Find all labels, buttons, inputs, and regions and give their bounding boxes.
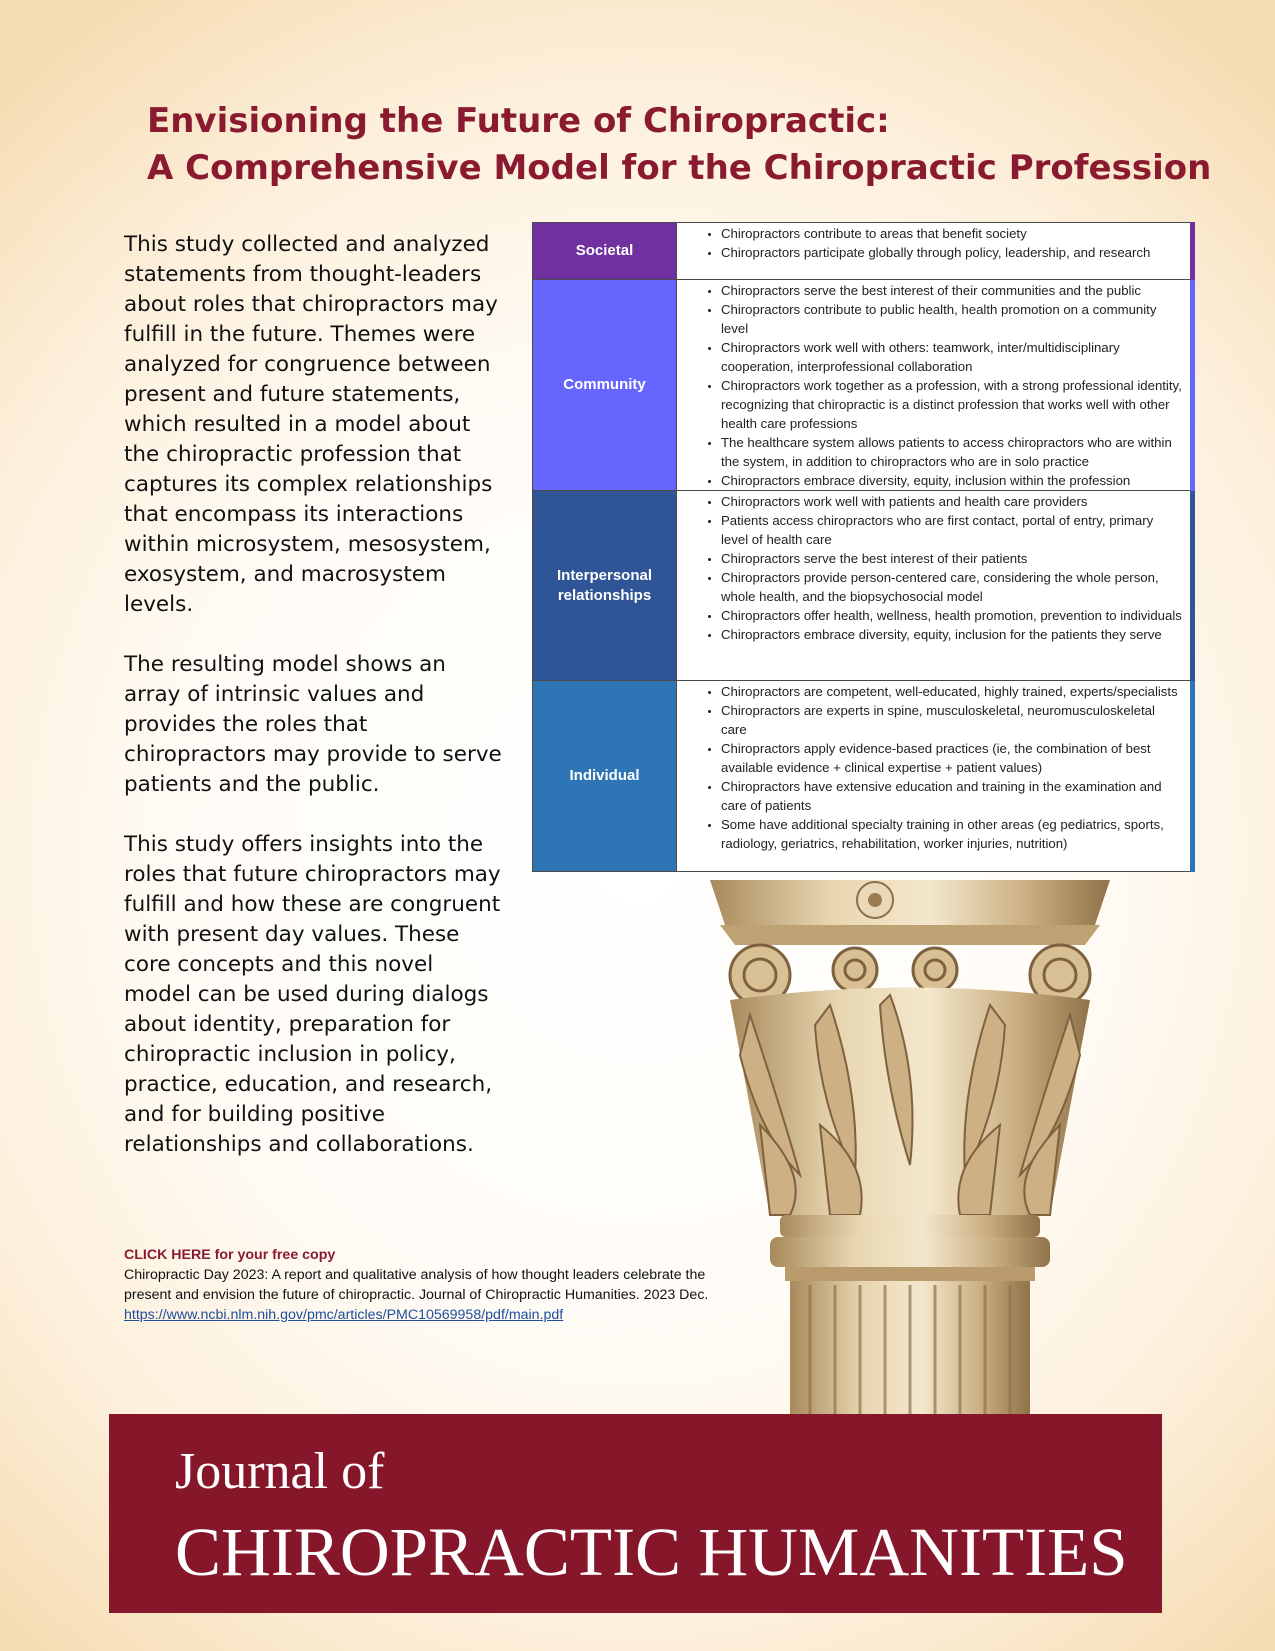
summary-text	[124, 230, 504, 1190]
model-item-list	[677, 281, 1190, 490]
model-item: • Chiropractors serve the best interest of their patients	[721, 549, 1182, 568]
model-item: • Chiropractors serve the best interest of their communities and the public	[721, 281, 1182, 300]
model-level-label: Societal	[533, 223, 677, 280]
model-table-body	[533, 223, 1193, 872]
article-url-link[interactable]: https://www.ncbi.nlm.nih.gov/pmc/articles/PMC10569958/pdf/main.pdf	[124, 1307, 564, 1323]
journal-banner	[109, 1414, 1162, 1613]
summary-paragraph-3: This study offers insights into the roles that future chiropractors may fulfill and how these are congruent with present day values. These core concepts and this novel model can be used during dialogs about identity, preparation for chiropractic inclusion in policy, practice, education, and research, and for building positive relationships and collaborations.	[124, 832, 501, 1157]
model-item: • Chiropractors work well with others: teamwork, inter/multidisciplinary cooperation, interprofessional collaboration	[721, 338, 1182, 376]
title-line-1: Envisioning the Future of Chiropractic:	[147, 101, 890, 141]
title-line-2: A Comprehensive Model for the Chiropractic Profession	[147, 148, 1212, 188]
journal-name-text: CHIROPRACTIC HUMANITIES	[175, 1514, 1128, 1590]
model-row	[533, 491, 1193, 681]
model-item: • Patients access chiropractors who are first contact, portal of entry, primary level of health care	[721, 511, 1182, 549]
model-level-label: Community	[533, 280, 677, 491]
model-item: • Chiropractors offer health, wellness, health promotion, prevention to individuals	[721, 606, 1182, 625]
model-item: • Chiropractors contribute to public health, health promotion on a community level	[721, 300, 1182, 338]
model-level-items	[677, 280, 1193, 491]
model-item: • Chiropractors contribute to areas that benefit society	[721, 224, 1182, 243]
model-row	[533, 681, 1193, 872]
model-item: • Chiropractors are competent, well-educated, highly trained, experts/specialists	[721, 682, 1182, 701]
model-item: • Chiropractors provide person-centered care, considering the whole person, whole health, and the biopsychosocial model	[721, 568, 1182, 606]
model-item: • Chiropractors apply evidence-based practices (ie, the combination of best available evidence + clinical expertise + patient values)	[721, 739, 1182, 777]
model-row	[533, 223, 1193, 280]
summary-paragraph-1: This study collected and analyzed statements from thought-leaders about roles that chiropractors may fulfill in the future. Themes were analyzed for congruence between present and future statements, which resulted in a model about the chiropractic profession that captures its complex relationships that encompass its interactions within microsystem, mesosystem, exosystem, and macrosystem levels.	[124, 232, 498, 617]
model-level-items	[677, 223, 1193, 280]
corinthian-column-image	[690, 875, 1130, 1415]
summary-paragraph-2: The resulting model shows an array of intrinsic values and provides the roles that chiropractors may provide to serve patients and the public.	[124, 652, 502, 797]
journal-of-text: Journal of	[175, 1443, 385, 1500]
model-item: • Chiropractors embrace diversity, equity, inclusion within the profession	[721, 471, 1182, 490]
model-item-list	[677, 224, 1190, 262]
model-item: • Chiropractors work together as a profession, with a strong professional identity, recognizing that chiropractic is a distinct profession that works well with other health care professions	[721, 376, 1182, 433]
model-item: • Chiropractors are experts in spine, musculoskeletal, neuromusculoskeletal care	[721, 701, 1182, 739]
model-item-list	[677, 682, 1190, 853]
model-item: • Chiropractors have extensive education and training in the examination and care of patients	[721, 777, 1182, 815]
free-copy-link[interactable]: CLICK HERE for your free copy	[124, 1247, 336, 1263]
model-level-label: Individual	[533, 681, 677, 872]
model-item: • Some have additional specialty training in other areas (eg pediatrics, sports, radiology, geriatrics, rehabilitation, worker injuries, nutrition)	[721, 815, 1182, 853]
model-row	[533, 280, 1193, 491]
model-item: • Chiropractors work well with patients and health care providers	[721, 492, 1182, 511]
page-title	[147, 98, 1227, 192]
model-level-label: Interpersonal relationships	[533, 491, 677, 681]
model-item: • Chiropractors embrace diversity, equity, inclusion for the patients they serve	[721, 625, 1182, 644]
model-item: • Chiropractors participate globally through policy, leadership, and research	[721, 243, 1182, 262]
model-item-list	[677, 492, 1190, 644]
citation-block	[124, 1245, 724, 1325]
reference-text: Chiropractic Day 2023: A report and qualitative analysis of how thought leaders celebrate the present and envision the future of chiropractic. Journal of Chiropractic Humanities. 2023 Dec.	[124, 1267, 709, 1303]
model-level-items	[677, 681, 1193, 872]
chiropractic-model-table	[532, 222, 1195, 872]
model-item: • The healthcare system allows patients to access chiropractors who are within the system, in addition to chiropractors who are in solo practice	[721, 433, 1182, 471]
model-level-items	[677, 491, 1193, 681]
